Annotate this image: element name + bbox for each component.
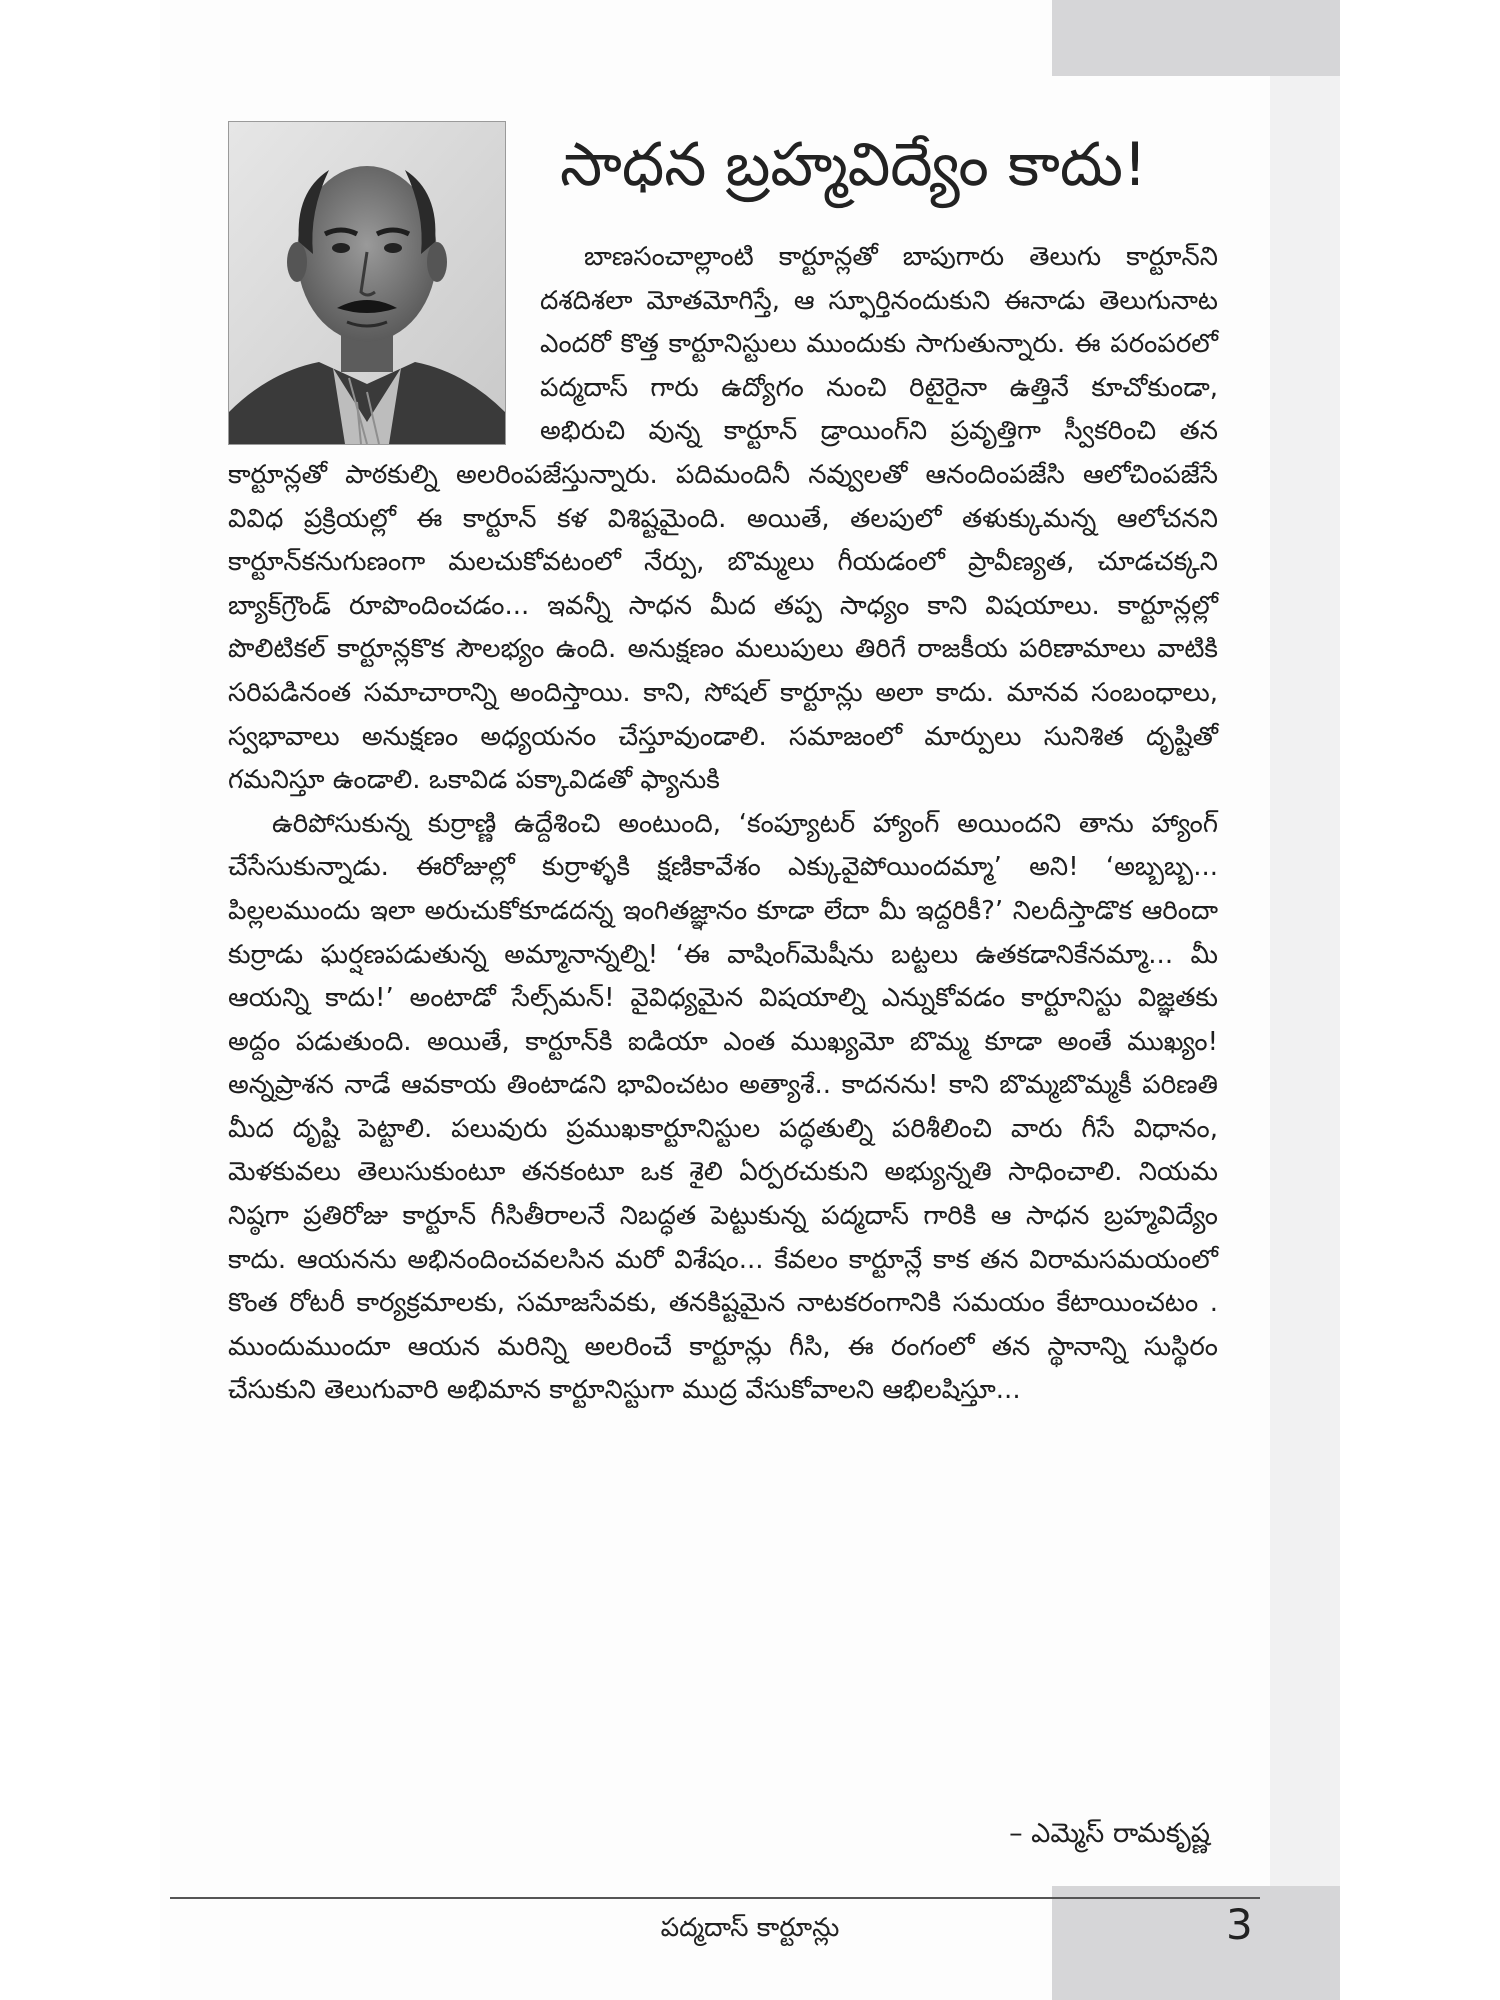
top-gray-tab: [1052, 0, 1340, 76]
article-title: సాధన బ్రహ్మవిద్యేం కాదు!: [560, 130, 1148, 200]
article-body: [228, 236, 1218, 1776]
footer-book-title: పద్మదాస్ కార్టూన్లు: [660, 1913, 840, 1943]
page-number: 3: [1226, 1900, 1253, 1949]
article-paragraph-1: బాణసంచాల్లాంటి కార్టూన్లతో బాపుగారు తెలుగు కార్టూన్‌ని దశదిశలా మోతమోగిస్తే, ఆ స్ఫూర్తినందుకుని ఈనాడు తెలుగునాట ఎందరో కొత్త కార్టూనిస్టులు ముందుకు సాగుతున్నారు. ఈ పరంపరలో పద్మదాస్ గారు ఉద్యోగం నుంచి రిటైరైనా ఉత్తినే కూచోకుండా, అభిరుచి వున్న కార్టూన్ డ్రాయింగ్‌ని ప్రవృత్తిగా స్వీకరించి తన కార్టూన్లతో పాఠకుల్ని అలరింపజేస్తున్నారు. పదిమందినీ నవ్వులతో ఆనందింపజేసి ఆలోచింపజేసే వివిధ ప్రక్రియల్లో ఈ కార్టూన్ కళ విశిష్టమైంది. అయితే, తలపులో తళుక్కుమన్న ఆలోచనని కార్టూన్‌కనుగుణంగా మలచుకోవటంలో నేర్పు, బొమ్మలు గీయడంలో ప్రావీణ్యత, చూడచక్కని బ్యాక్‌గ్రౌండ్ రూపొందించడం... ఇవన్నీ సాధన మీద తప్ప సాధ్యం కాని విషయాలు. కార్టూన్లల్లో పొలిటికల్ కార్టూన్లకొక సౌలభ్యం ఉంది. అనుక్షణం మలుపులు తిరిగే రాజకీయ పరిణామాలు వాటికి సరిపడినంత సమాచారాన్ని అందిస్తాయి. కాని, సోషల్ కార్టూన్లు అలా కాదు. మానవ సంబంధాలు, స్వభావాలు అనుక్షణం అధ్యయనం చేస్తూవుండాలి. సమాజంలో మార్పులు సునిశిత దృష్టితో గమనిస్తూ ఉండాలి. ఒకావిడ పక్కావిడతో ఫ్యానుకి: [228, 242, 1218, 796]
right-gray-strip: [1270, 76, 1340, 1886]
photo-float-spacer: [228, 236, 540, 451]
article-paragraph-2: ఉరిపోసుకున్న కుర్రాణ్ణి ఉద్దేశించి అంటుంది, ‘కంప్యూటర్ హ్యాంగ్ అయిందని తాను హ్యాంగ్ చేసేసుకున్నాడు. ఈరోజుల్లో కుర్రాళ్ళకి క్షణికావేశం ఎక్కువైపోయిందమ్మా’ అని! ‘అబ్బబ్బ... పిల్లలముందు ఇలా అరుచుకోకూడదన్న ఇంగితజ్ఞానం కూడా లేదా మీ ఇద్దరికీ?’ నిలదీస్తాడొక ఆరిందా కుర్రాడు ఘర్షణపడుతున్న అమ్మానాన్నల్ని! ‘ఈ వాషింగ్‌మెషీను బట్టలు ఉతకడానికేనమ్మా... మీ ఆయన్ని కాదు!’ అంటాడో సేల్స్‌మన్! వైవిధ్యమైన విషయాల్ని ఎన్నుకోవడం కార్టూనిస్టు విజ్ఞతకు అద్దం పడుతుంది. అయితే, కార్టూన్‌కి ఐడియా ఎంత ముఖ్యమో బొమ్మ కూడా అంతే ముఖ్యం! అన్నప్రాశన నాడే ఆవకాయ తింటాడని భావించటం అత్యాశే.. కాదనను! కాని బొమ్మబొమ్మకీ పరిణతి మీద దృష్టి పెట్టాలి. పలువురు ప్రముఖకార్టూనిస్టుల పద్ధతుల్ని పరిశీలించి వారు గీసే విధానం, మెళకువలు తెలుసుకుంటూ తనకంటూ ఒక శైలి ఏర్పరచుకుని అభ్యున్నతి సాధించాలి. నియమ నిష్ఠగా ప్రతిరోజు కార్టూన్ గీసితీరాలనే నిబద్ధత పెట్టుకున్న పద్మదాస్ గారికి ఆ సాధన బ్రహ్మవిద్యేం కాదు. ఆయనను అభినందించవలసిన మరో విశేషం... కేవలం కార్టూన్లే కాక తన విరామసమయంలో కొంత రోటరీ కార్యక్రమాలకు, సమాజసేవకు, తనకిష్టమైన నాటకరంగానికి సమయం కేటాయించటం . ముందుముందూ ఆయన మరిన్ని అలరించే కార్టూన్లు గీసి, ఈ రంగంలో తన స్థానాన్ని సుస్థిరం చేసుకుని తెలుగువారి అభిమాన కార్టూనిస్టుగా ముద్ర వేసుకోవాలని ఆభిలషిస్తూ...: [228, 808, 1218, 1406]
footer-divider: [170, 1897, 1260, 1899]
author-signature: – ఎమ్మెస్ రామకృష్ణ: [1009, 1818, 1210, 1849]
